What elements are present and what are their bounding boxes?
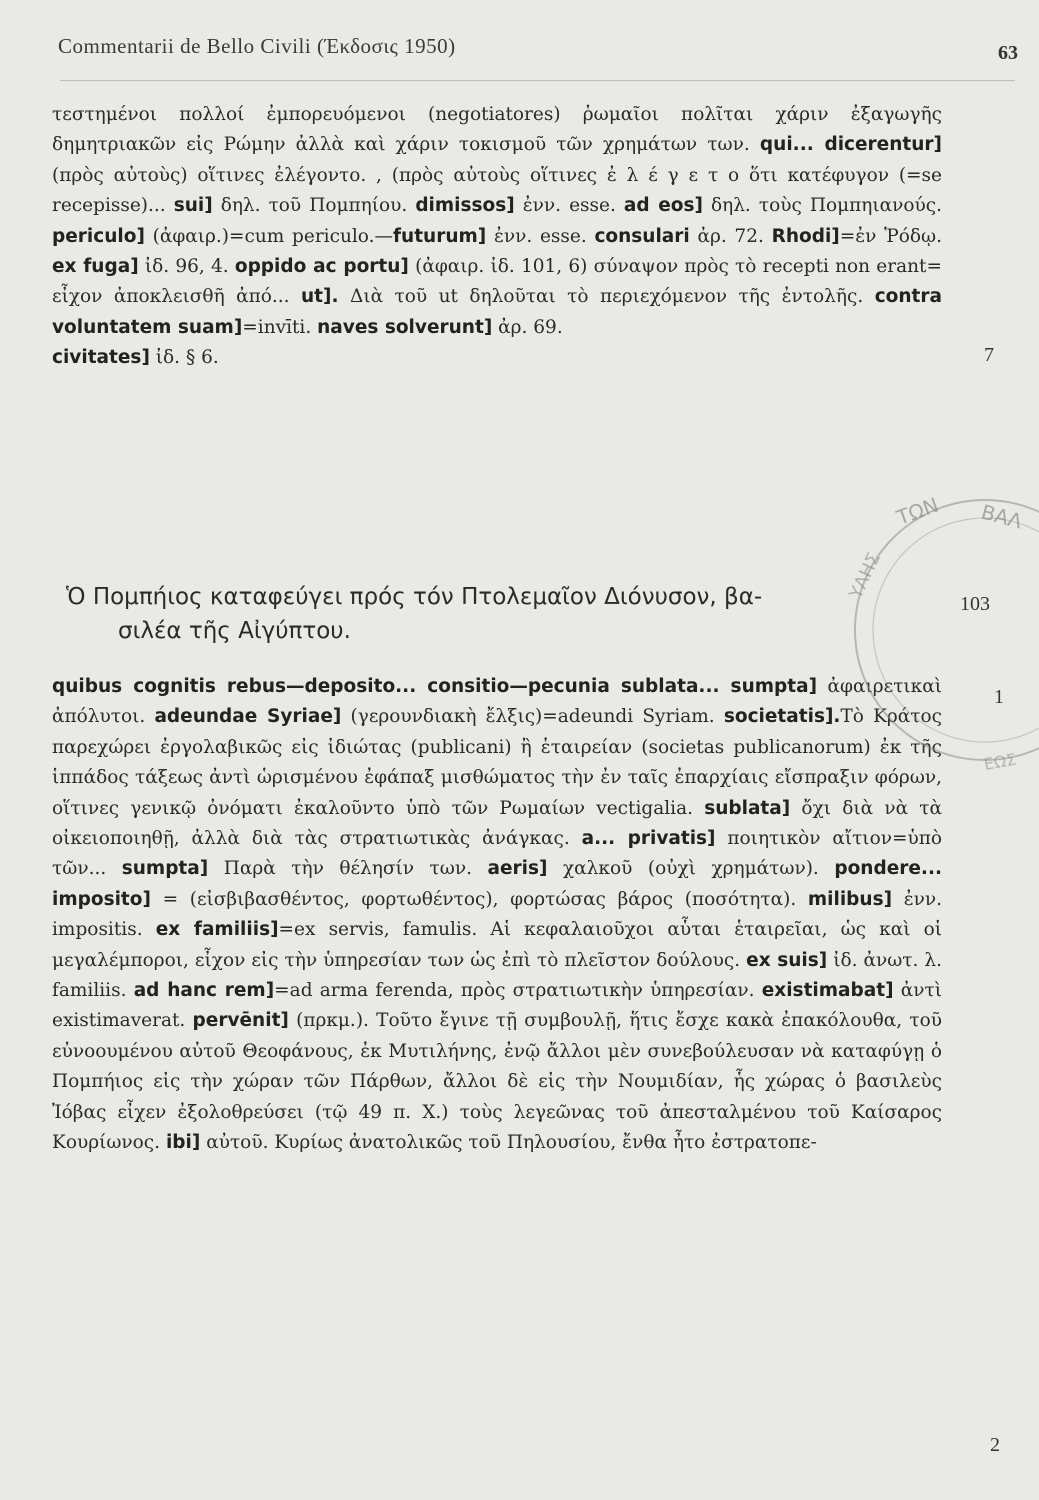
text-run: ποιητικὸν αἴτιον=ὑπὸ τῶν... [52, 828, 942, 880]
text-run: τεστημένοι πολλοί ἐμπορευόμενοι (negotiatores) ῥωμαῖοι πολῖται χάριν ἐξαγωγῆς δημητριακῶν εἰς Ρώμην ἀλλὰ καὶ χάριν τοκισμοῦ τῶν χρημάτων των. [52, 104, 942, 156]
text-run: = (εἰσβιβασθέντος, φορτωθέντος), φορτώσας βάρος (ποσότητα). [150, 888, 808, 910]
text-run: (ἀφαιρ. ἰδ. 101, 6) σύναψον πρὸς τὸ recepti non erant= εἶχον ἀποκλεισθῆ ἀπό... [52, 256, 942, 308]
lemma: naves solverunt] [317, 316, 493, 338]
lemma: ibi] [165, 1132, 201, 1154]
text-run: =ἐν Ῥόδῳ. [839, 225, 942, 247]
lemma: futurum] [392, 225, 487, 247]
lemma: ex fuga] [52, 256, 139, 278]
svg-text:ΕΩΣ: ΕΩΣ [982, 749, 1018, 774]
lemma: existimabat] [761, 980, 894, 1002]
text-run: =invīti. [242, 316, 318, 338]
text-run: ἰδ. § 6. [149, 347, 219, 369]
text-run: αὐτοῦ. Κυρίως ἀνατολικῶς τοῦ Πηλουσίου, ἔνθα ἦτο ἐστρατοπε- [200, 1132, 817, 1154]
text-run: ἀφαιρετικαὶ ἀπόλυτοι. [52, 676, 942, 728]
text-run: (πρκμ.). Τοῦτο ἔγινε τῇ συμβουλῇ, ἥτις ἔσχε κακὰ ἐπακόλουθα, τοῦ εὐνοουμένου αὐτοῦ Θεοφάνους, ἐκ Μυτιλήνης, ἐνῷ ἄλλοι μὲν συνεβούλευσαν νὰ καταφύγῃ ὁ Πομπήιος εἰς τὴν χώραν τῶν Πάρθων, ἄλλοι δὲ εἰς τὴν Νουμιδίαν, ἧς χώρας ὁ βασιλεὺς Ἰόβας εἶχεν ἐξολοθρεύσει (τῷ 49 π. Χ.) τοὺς λεγεῶνας τοῦ ἀπεσταλμένου τοῦ Καίσαρος Κουρίωνος. [52, 1010, 942, 1154]
text-run: ἐνν. esse. [486, 225, 595, 247]
lemma: adeundae Syriae] [154, 706, 342, 728]
text-run: ἀρ. 69. [492, 316, 563, 338]
text-run: ἐνν. impositis. [52, 888, 942, 941]
page-header [58, 30, 1018, 70]
lemma: pondere... imposito] [52, 858, 942, 910]
lemma: ad eos] [623, 195, 703, 217]
heading-line-2: σιλέα τῆς Αἰγύπτου. [118, 618, 351, 644]
library-stamp [810, 480, 1039, 780]
lemma: civitates] [52, 347, 150, 369]
heading-line-1: Ὁ Πομπήιος καταφεύγει πρός τόν Πτολεμαῖον Διόνυσον, βα- [66, 584, 763, 610]
lemma: consulari [594, 225, 690, 247]
svg-text:ΥΛΗΣ: ΥΛΗΣ [845, 549, 885, 603]
lemma: Rhodi] [771, 225, 840, 247]
text-run: ἀρ. 72. [689, 225, 772, 247]
text-run: (πρὸς αὐτοὺς) οἵτινες ἐλέγοντο. , (πρὸς αὐτοὺς οἵτινες ἐ λ έ γ ε τ ο ὅτι κατέφυγον (=se recepisse)... [52, 164, 942, 217]
lemma: sublata] [704, 797, 791, 819]
lemma: ad hanc rem] [133, 980, 275, 1002]
text-run: δηλ. τοῦ Πομπηίου. [212, 195, 416, 217]
lemma: sui] [173, 195, 213, 217]
text-run: (γερουνδιακὴ ἔλξις)=adeundi Syriam. [341, 706, 724, 728]
lemma: sumpta] [121, 858, 209, 880]
lemma: quibus cognitis rebus—deposito... consitio—pecunia sublata... sumpta] [52, 676, 818, 697]
text-run: Παρὰ τὴν θέλησίν των. [208, 858, 488, 880]
lemma: contra voluntatem suam] [52, 286, 942, 338]
text-run: Διὰ τοῦ ut δηλοῦται τὸ περιεχόμενον τῆς ἐντολῆς. [338, 286, 875, 308]
commentary-paragraph-1 [52, 100, 942, 374]
text-run: ὄχι διὰ νὰ τὰ οἰκειοποιηθῇ, ἀλλὰ διὰ τὰς στρατιωτικὰς ἀνάγκας. [52, 797, 942, 850]
lemma: ut]. [301, 286, 339, 308]
text-run: δηλ. τοὺς Πομπηιανούς. [702, 195, 942, 217]
svg-text:ΒΑΛ: ΒΑΛ [978, 499, 1025, 534]
text-run: ἰδ. 96, 4. [138, 256, 235, 278]
lemma: milibus] [807, 888, 893, 910]
margin-number: 2 [990, 1434, 1000, 1456]
margin-number: 1 [994, 686, 1004, 708]
lemma: ex suis] [746, 949, 828, 971]
margin-number: 7 [984, 344, 994, 366]
running-head: Commentarii de Bello Civili (Έκδοσις 1950) [58, 34, 456, 58]
page-number: 63 [998, 42, 1018, 64]
text-run: χαλκοῦ (οὐχὶ χρημάτων). [547, 858, 835, 880]
lemma: oppido ac portu] [234, 256, 409, 278]
commentary-paragraph-2 [52, 672, 942, 1159]
lemma: a... privatis] [581, 828, 716, 850]
text-run: =ad arma ferenda, πρὸς στρατιωτικὴν ὑπηρεσίαν. [274, 980, 762, 1002]
lemma: societatis]. [723, 706, 841, 728]
lemma: periculo] [52, 225, 145, 247]
lemma: aeris] [487, 858, 548, 880]
margin-number: 103 [960, 593, 990, 615]
lemma: pervēnit] [192, 1010, 289, 1032]
text-run: ἰδ. ἀνωτ. λ. familiis. [52, 949, 942, 1002]
svg-text:ΤΩΝ: ΤΩΝ [893, 492, 942, 530]
lemma: qui... dicerentur] [759, 134, 942, 156]
lemma: ex familiis] [155, 919, 279, 941]
text-run: ἐνν. esse. [514, 195, 624, 217]
text-run: ἀντὶ existimaverat. [52, 980, 942, 1032]
text-run: Τὸ Κράτος παρεχώρει ἐργολαβικῶς εἰς ἰδιώτας (publicani) ἢ ἑταιρείαν (societas publicanorum) ἐκ τῆς ἱππάδος τάξεως ἀντὶ ὡρισμένου ἐφάπαξ μισθώματος τὴν ἐν ταῖς ἐπαρχίαις εἴσπραξιν φόρων, οἵτινες γενικῷ ὀνόματι ἐκαλοῦντο ὑπὸ τῶν Ρωμαίων vectigalia. [52, 706, 943, 819]
text-run: (ἀφαιρ.)=cum periculo.— [144, 225, 393, 247]
lemma: dimissos] [415, 195, 515, 217]
text-run: =ex servis, famulis. Αἱ κεφαλαιοῦχοι αὗται ἑταιρεῖαι, ὡς καὶ οἱ μεγαλέμποροι, εἶχον εἰς τὴν ὑπηρεσίαν των ὡς ἐπὶ τὸ πλεῖστον δούλους. [52, 919, 942, 971]
header-rule [60, 80, 1015, 81]
